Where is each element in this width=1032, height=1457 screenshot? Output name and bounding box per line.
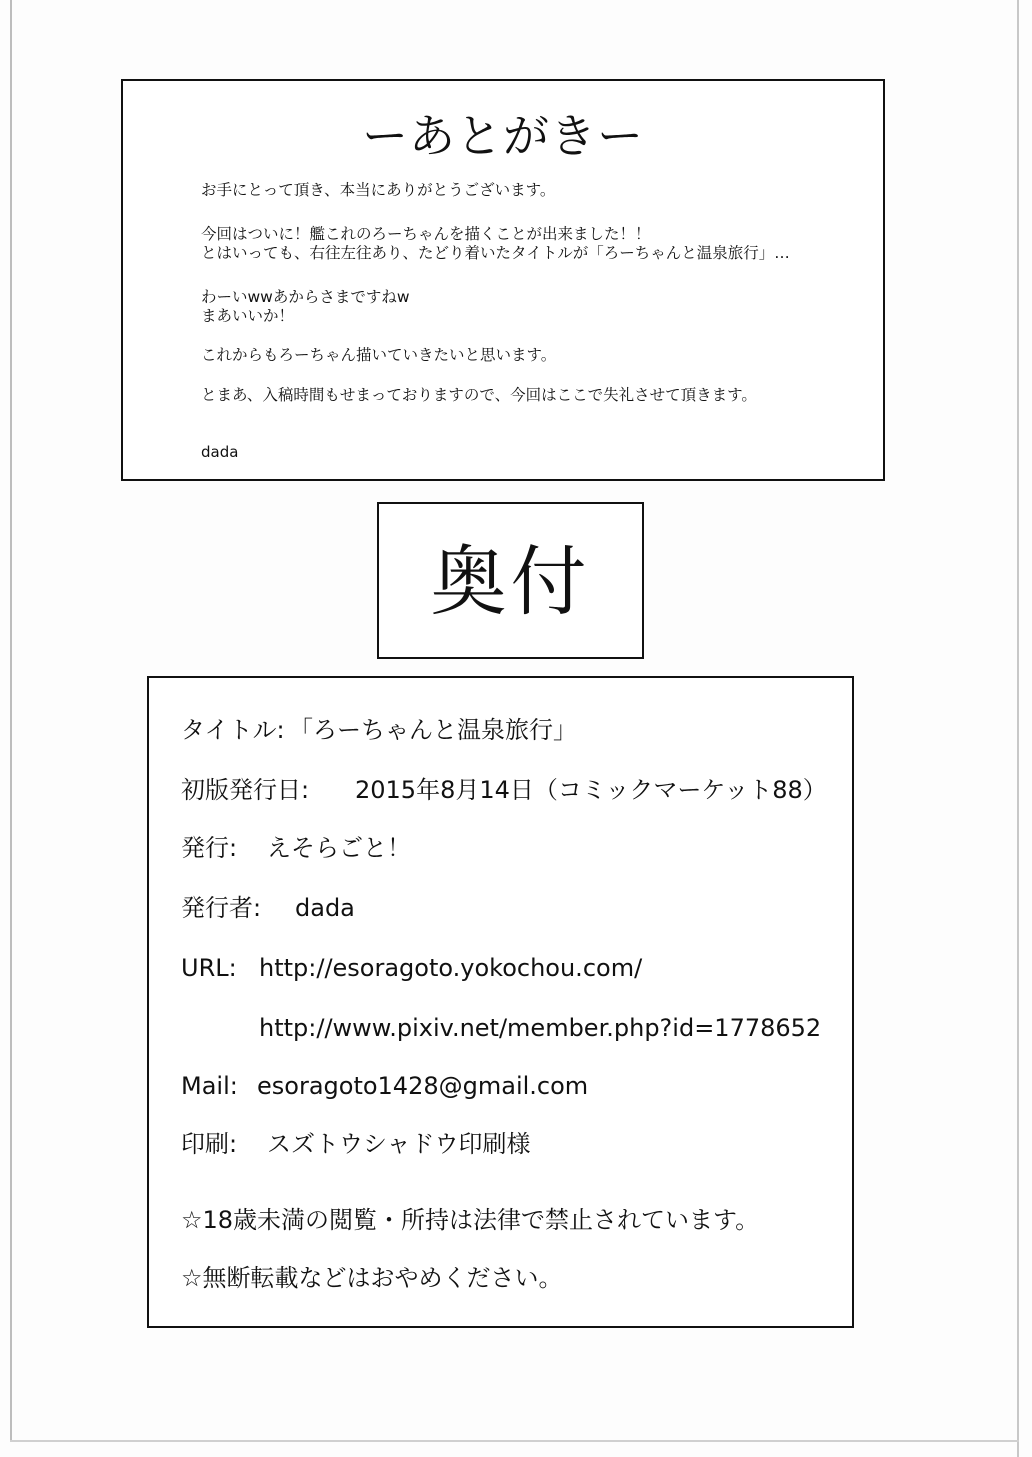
url-link-2[interactable]: http://www.pixiv.net/member.php?id=1778652 xyxy=(259,1014,822,1042)
print-value: スズトウシャドウ印刷様 xyxy=(267,1130,531,1158)
page-edge-right xyxy=(1017,0,1019,1457)
title-value: 「ろーちゃんと温泉旅行」 xyxy=(289,716,577,744)
afterword-heading: ーあとがきー xyxy=(362,109,644,163)
url-label: URL: xyxy=(181,954,237,982)
issuer-label: 発行者: xyxy=(181,894,262,922)
colophon-issuer-row xyxy=(181,892,355,924)
afterword-box xyxy=(121,79,885,481)
colophon-box xyxy=(147,676,854,1328)
first-edition-value: 2015年8月14日（コミックマーケット88） xyxy=(355,776,827,804)
colophon-publisher-row xyxy=(181,832,411,864)
afterword-line: とまあ、入稿時間もせまっておりますので、今回はここで失礼させて頂きます。 xyxy=(201,386,757,404)
colophon-heading: 奥付 xyxy=(430,537,591,626)
age-restriction-notice: ☆18歳未満の閲覧・所持は法律で禁止されています。 xyxy=(181,1206,760,1234)
afterword-line: 今回はついに！艦これのろーちゃんを描くことが出来ました！！ xyxy=(201,225,651,243)
page-edge-bottom xyxy=(10,1440,1019,1442)
afterword-line: とはいっても、右往左往あり、たどり着いたタイトルが「ろーちゃんと温泉旅行」… xyxy=(201,244,790,262)
issuer-value: dada xyxy=(295,894,355,922)
url-link-1[interactable]: http://esoragoto.yokochou.com/ xyxy=(259,954,643,982)
first-edition-label: 初版発行日: xyxy=(181,776,310,804)
colophon-title-row xyxy=(181,714,577,746)
mail-link[interactable]: esoragoto1428@gmail.com xyxy=(257,1072,589,1100)
afterword-line: わーいwwあからさまですねw xyxy=(201,288,410,306)
afterword-signature: dada xyxy=(201,443,239,461)
colophon-mail-row xyxy=(181,1070,589,1102)
page-edge-left xyxy=(10,0,12,1440)
colophon-url-row xyxy=(181,952,643,984)
afterword-line: お手にとって頂き、本当にありがとうございます。 xyxy=(201,181,556,199)
publisher-value: えそらごと！ xyxy=(267,834,411,862)
mail-label: Mail: xyxy=(181,1072,238,1100)
afterword-line: まあいいか！ xyxy=(201,307,295,325)
print-label: 印刷: xyxy=(181,1130,238,1158)
no-reprint-notice: ☆無断転載などはおやめください。 xyxy=(181,1264,563,1292)
colophon-heading-box xyxy=(377,502,644,659)
colophon-date-row xyxy=(181,774,827,806)
afterword-line: これからもろーちゃん描いていきたいと思います。 xyxy=(201,346,557,364)
title-label: タイトル: xyxy=(181,716,285,744)
publisher-label: 発行: xyxy=(181,834,238,862)
colophon-print-row xyxy=(181,1128,531,1160)
